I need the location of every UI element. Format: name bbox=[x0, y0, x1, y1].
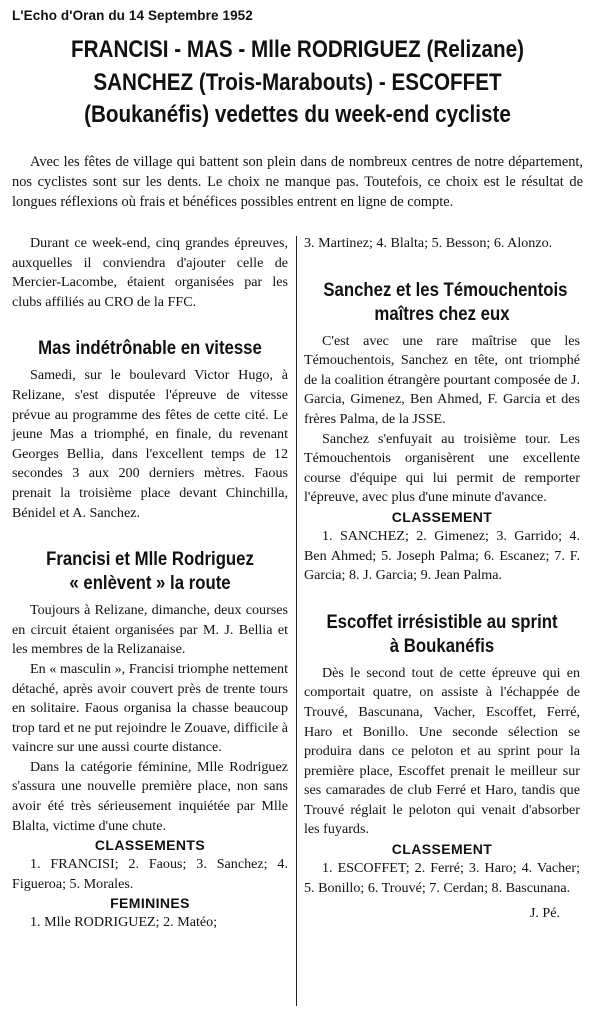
newspaper-source: L'Echo d'Oran du 14 Septembre 1952 bbox=[12, 8, 253, 23]
subheading-escoffet-line-1: Escoffet irrésistible au sprint bbox=[326, 610, 558, 633]
subheading-francisi-line-2: « enlèvent » la route bbox=[69, 572, 231, 595]
francisi-paragraph-3: Dans la catégorie féminine, Mlle Rodriguez s'assura une nouvelle première place, non sans avoir été très sérieusement inquiétée par Mlle Blalta, victime d'une chute. bbox=[12, 758, 288, 834]
sanchez-paragraph-1: C'est avec une rare maîtrise que les Témouchentois, Sanchez en tête, ont triomphé de la coalition étrangère pourtant composée de J. Garcia, Gimenez, Ben Ahmed, F. Garcia et des frères Palma, de la JSSE. bbox=[304, 332, 580, 427]
subheading-mas: Mas indétrônable en vitesse bbox=[38, 337, 262, 360]
sanchez-paragraph-2: Sanchez s'enfuyait au troisième tour. Les Témouchentois organisèrent une excellente course d'équipe qui lui permit de remporter l'épreuve, avec plus d'une minute d'avance. bbox=[304, 430, 580, 506]
headline bbox=[42, 34, 554, 132]
francisi-paragraph-1: Toujours à Relizane, dimanche, deux courses en circuit étaient organisées par M. J. Bellia et les membres de la Relizanaise. bbox=[12, 602, 288, 658]
subheading-sanchez-line-1: Sanchez et les Témouchentois bbox=[323, 278, 568, 301]
headline-line-2: SANCHEZ (Trois-Marabouts) - ESCOFFET bbox=[93, 68, 502, 96]
classement-label-sanchez: CLASSEMENT bbox=[391, 508, 493, 525]
classements-results: 1. FRANCISI; 2. Faous; 3. Sanchez; 4. Figueroa; 5. Morales. bbox=[12, 856, 288, 892]
mas-paragraph: Samedi, sur le boulevard Victor Hugo, à Relizane, s'est disputée l'épreuve de vitesse prévue au programme des fêtes de cette cité. Le jeune Mas a triomphé, en finale, du revenant Georges Bellia, dans l'excellent temps de 12 secondes 3 aux 200 derniers mètres. Faous prenait la troisième place devant Chinchilla, Bénidel et A. Sanchez. bbox=[12, 367, 288, 521]
feminines-results-continued: 3. Martinez; 4. Blalta; 5. Besson; 6. Alonzo. bbox=[304, 235, 553, 251]
classement-label-escoffet: CLASSEMENT bbox=[391, 841, 493, 858]
headline-line-3: (Boukanéfis) vedettes du week-end cycliste bbox=[84, 101, 511, 128]
subheading-escoffet-line-2: à Boukanéfis bbox=[389, 634, 495, 657]
francisi-paragraph-2: En « masculin », Francisi triomphe nettement détaché, après avoir couvert près de trente tours en solitaire. Faous organisa la chasse beaucoup trop tard et ne put rejoindre le Zouave, difficile à vaincre sur une aussi courte distance. bbox=[12, 660, 288, 756]
author-signature: J. Pé. bbox=[529, 905, 560, 922]
feminines-label: FEMININES bbox=[110, 895, 190, 912]
column-divider bbox=[296, 236, 297, 1006]
escoffet-paragraph: Dès le second tout de cette épreuve qui en comportait quatre, on assiste à l'échappée de Trouvé, Bascunana, Vacher, Escoffet, Ferré, Haro et Bonillo. Une seconde sélection se produira dans ce peloton et au sprint pour la première place, Escoffet prenait le meilleur sur ses camarades de club Ferré et Haro, tandis que Trouvé réglait le peloton qui venait d'absorber les fuyards. bbox=[304, 664, 580, 838]
classement-results-sanchez: 1. SANCHEZ; 2. Gimenez; 3. Garrido; 4. Ben Ahmed; 5. Joseph Palma; 6. Escanez; 7. F. Garcia; 8. J. Garcia; 9. Jean Palma. bbox=[304, 527, 580, 584]
classement-results-escoffet: 1. ESCOFFET; 2. Ferré; 3. Haro; 4. Vacher; 5. Bonillo; 6. Trouvé; 7. Cerdan; 8. Bascunana. bbox=[304, 860, 580, 896]
subheading-sanchez-line-2: maîtres chez eux bbox=[374, 302, 510, 325]
classements-label: CLASSEMENTS bbox=[94, 837, 206, 854]
feminines-results: 1. Mlle RODRIGUEZ; 2. Matéo; bbox=[30, 914, 218, 931]
left-column bbox=[12, 234, 288, 933]
right-column bbox=[304, 234, 580, 924]
headline-line-1: FRANCISI - MAS - Mlle RODRIGUEZ (Relizane) bbox=[71, 36, 524, 63]
opening-paragraph: Durant ce week-end, cinq grandes épreuves, auxquelles il conviendra d'ajouter celle de Mercier-Lacombe, étaient organisées par les clubs affiliés au CRO de la FFC. bbox=[12, 235, 288, 310]
intro-paragraph: Avec les fêtes de village qui battent son plein dans de nombreux centres de notre département, nos cyclistes sont sur les dents. Le choix ne manque pas. Toutefois, ce choix est le résultat de longues réflexions où frais et bénéfices possibles entrent en ligne de compte. bbox=[12, 154, 583, 210]
subheading-francisi-line-1: Francisi et Mlle Rodriguez bbox=[46, 548, 254, 571]
